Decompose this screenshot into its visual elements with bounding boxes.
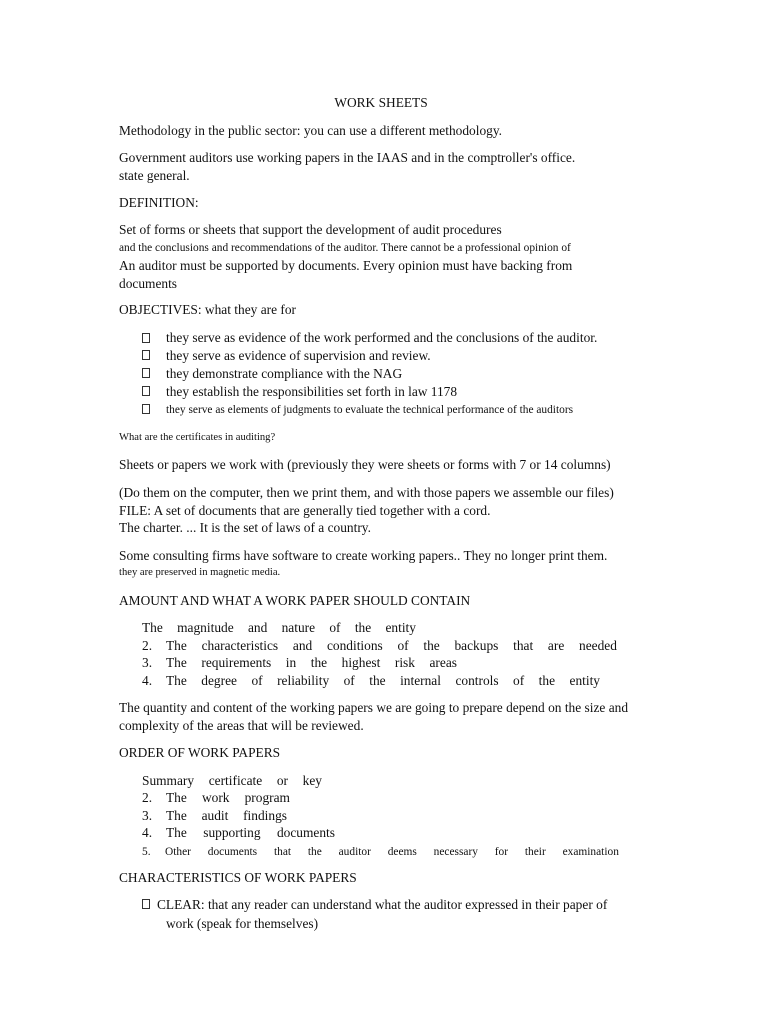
list-word: The xyxy=(166,808,187,823)
list-word: entity xyxy=(385,620,416,635)
list-word: the xyxy=(538,673,556,688)
list-word: deems xyxy=(387,846,417,858)
characteristics-heading: CHARACTERISTICS OF WORK PAPERS xyxy=(119,870,357,885)
list-word: highest xyxy=(341,655,381,670)
list-word: that xyxy=(513,638,534,653)
list-word: findings xyxy=(243,808,287,823)
sheets-line1: Sheets or papers we work with (previously they were sheets or forms with 7 or 14 columns) xyxy=(119,457,611,472)
list-word: necessary xyxy=(433,846,478,858)
paragraph-methodology: Methodology in the public sector: you can use a different methodology. xyxy=(119,123,503,138)
bullet-box-icon xyxy=(142,404,150,414)
list-number: 2. xyxy=(142,638,153,653)
list-word: and xyxy=(247,620,268,635)
list-word: magnitude xyxy=(177,620,234,635)
objective-item: they serve as elements of judgments to evaluate the technical performance of the auditors xyxy=(166,404,574,416)
list-word: of xyxy=(513,673,525,688)
list-word: entity xyxy=(569,673,600,688)
list-word: documents xyxy=(276,825,335,840)
list-word: that xyxy=(273,846,292,858)
list-number: 4. xyxy=(142,673,153,688)
order-item xyxy=(166,790,290,806)
list-word: their xyxy=(524,846,546,858)
list-word: of xyxy=(397,638,409,653)
list-word: The xyxy=(166,825,187,840)
list-word: backups xyxy=(454,638,499,653)
list-word: conditions xyxy=(326,638,383,653)
list-word: needed xyxy=(579,638,617,653)
list-word: the xyxy=(307,846,322,858)
list-word: the xyxy=(423,638,440,653)
list-word: in xyxy=(285,655,297,670)
characteristic-clear-line1: CLEAR: that any reader can understand what the auditor expressed in their paper of xyxy=(157,897,608,912)
list-word: program xyxy=(244,790,290,805)
amount-heading: AMOUNT AND WHAT A WORK PAPER SHOULD CONTAIN xyxy=(119,593,471,608)
amount-item xyxy=(166,655,457,671)
definition-line2: and the conclusions and recommendations of the auditor. There cannot be a professional opinion of xyxy=(119,242,571,254)
charter-definition: The charter. ... It is the set of laws of a country. xyxy=(119,520,371,535)
list-word: the xyxy=(310,655,328,670)
list-word: Other xyxy=(165,846,191,858)
amount-item xyxy=(166,673,600,689)
consulting-line2: they are preserved in magnetic media. xyxy=(119,567,281,578)
list-word: certificate xyxy=(208,773,263,788)
list-number: 4. xyxy=(142,825,153,840)
list-word: The xyxy=(166,790,187,805)
order-heading: ORDER OF WORK PAPERS xyxy=(119,745,281,760)
quantity-line2: complexity of the areas that will be reviewed. xyxy=(119,718,364,733)
bullet-box-icon xyxy=(142,350,150,360)
paragraph-government-line2: state general. xyxy=(119,168,190,183)
question-heading: What are the certificates in auditing? xyxy=(119,432,276,443)
bullet-box-icon xyxy=(142,368,150,378)
list-number: 3. xyxy=(142,655,153,670)
list-word: supporting xyxy=(203,825,261,840)
objective-item: they establish the responsibilities set forth in law 1178 xyxy=(166,384,458,399)
quantity-line1: The quantity and content of the working papers we are going to prepare depend on the size and xyxy=(119,700,629,715)
list-word: of xyxy=(329,620,341,635)
file-definition: FILE: A set of documents that are generally tied together with a cord. xyxy=(119,503,491,518)
list-word: of xyxy=(251,673,263,688)
list-word: are xyxy=(547,638,565,653)
list-word: or xyxy=(276,773,289,788)
list-word: The xyxy=(166,655,187,670)
order-item xyxy=(142,773,322,789)
list-word: internal xyxy=(400,673,441,688)
sheets-line2: (Do them on the computer, then we print them, and with those papers we assemble our files) xyxy=(119,485,614,500)
bullet-box-icon xyxy=(142,386,150,396)
list-word: key xyxy=(302,773,322,788)
list-word: controls xyxy=(455,673,499,688)
list-word: the xyxy=(354,620,372,635)
list-word: The xyxy=(166,673,187,688)
list-number: 5. xyxy=(142,846,151,858)
list-word: the xyxy=(369,673,386,688)
list-word: examination xyxy=(562,846,619,858)
bullet-box-icon xyxy=(142,899,150,909)
objective-item: they serve as evidence of supervision and review. xyxy=(166,348,431,363)
list-word: The xyxy=(166,638,187,653)
objective-item: they serve as evidence of the work performed and the conclusions of the auditor. xyxy=(166,330,598,345)
definition-line4: documents xyxy=(119,276,178,291)
list-word: documents xyxy=(207,846,258,858)
order-item xyxy=(166,808,287,824)
list-word: risk xyxy=(394,655,415,670)
list-word: for xyxy=(494,846,509,858)
list-word: reliability xyxy=(277,673,330,688)
order-item xyxy=(166,825,335,841)
list-word: Summary xyxy=(142,773,195,788)
list-word: The xyxy=(142,620,163,635)
list-word: of xyxy=(343,673,355,688)
list-word: work xyxy=(201,790,230,805)
definition-line1: Set of forms or sheets that support the development of audit procedures xyxy=(119,222,502,237)
list-word: auditor xyxy=(338,846,371,858)
list-word: areas xyxy=(429,655,457,670)
list-word: nature xyxy=(281,620,316,635)
consulting-line1: Some consulting firms have software to create working papers.. They no longer print them. xyxy=(119,548,608,563)
objectives-heading: OBJECTIVES: what they are for xyxy=(119,302,297,317)
list-word: and xyxy=(292,638,313,653)
list-word: degree xyxy=(201,673,237,688)
amount-item xyxy=(142,620,416,636)
list-word: audit xyxy=(201,808,229,823)
order-item xyxy=(165,844,619,860)
characteristic-clear-line2: work (speak for themselves) xyxy=(166,916,319,931)
list-word: requirements xyxy=(201,655,272,670)
amount-item xyxy=(166,638,617,654)
paragraph-government-line1: Government auditors use working papers in the IAAS and in the comptroller's office. xyxy=(119,150,576,165)
list-word: characteristics xyxy=(201,638,279,653)
page-title: WORK SHEETS xyxy=(334,95,428,110)
definition-heading: DEFINITION: xyxy=(119,195,199,210)
objective-item: they demonstrate compliance with the NAG xyxy=(166,366,403,381)
definition-line3: An auditor must be supported by documents. Every opinion must have backing from xyxy=(119,258,573,273)
bullet-box-icon xyxy=(142,333,150,343)
list-number: 2. xyxy=(142,790,153,805)
list-number: 3. xyxy=(142,808,153,823)
